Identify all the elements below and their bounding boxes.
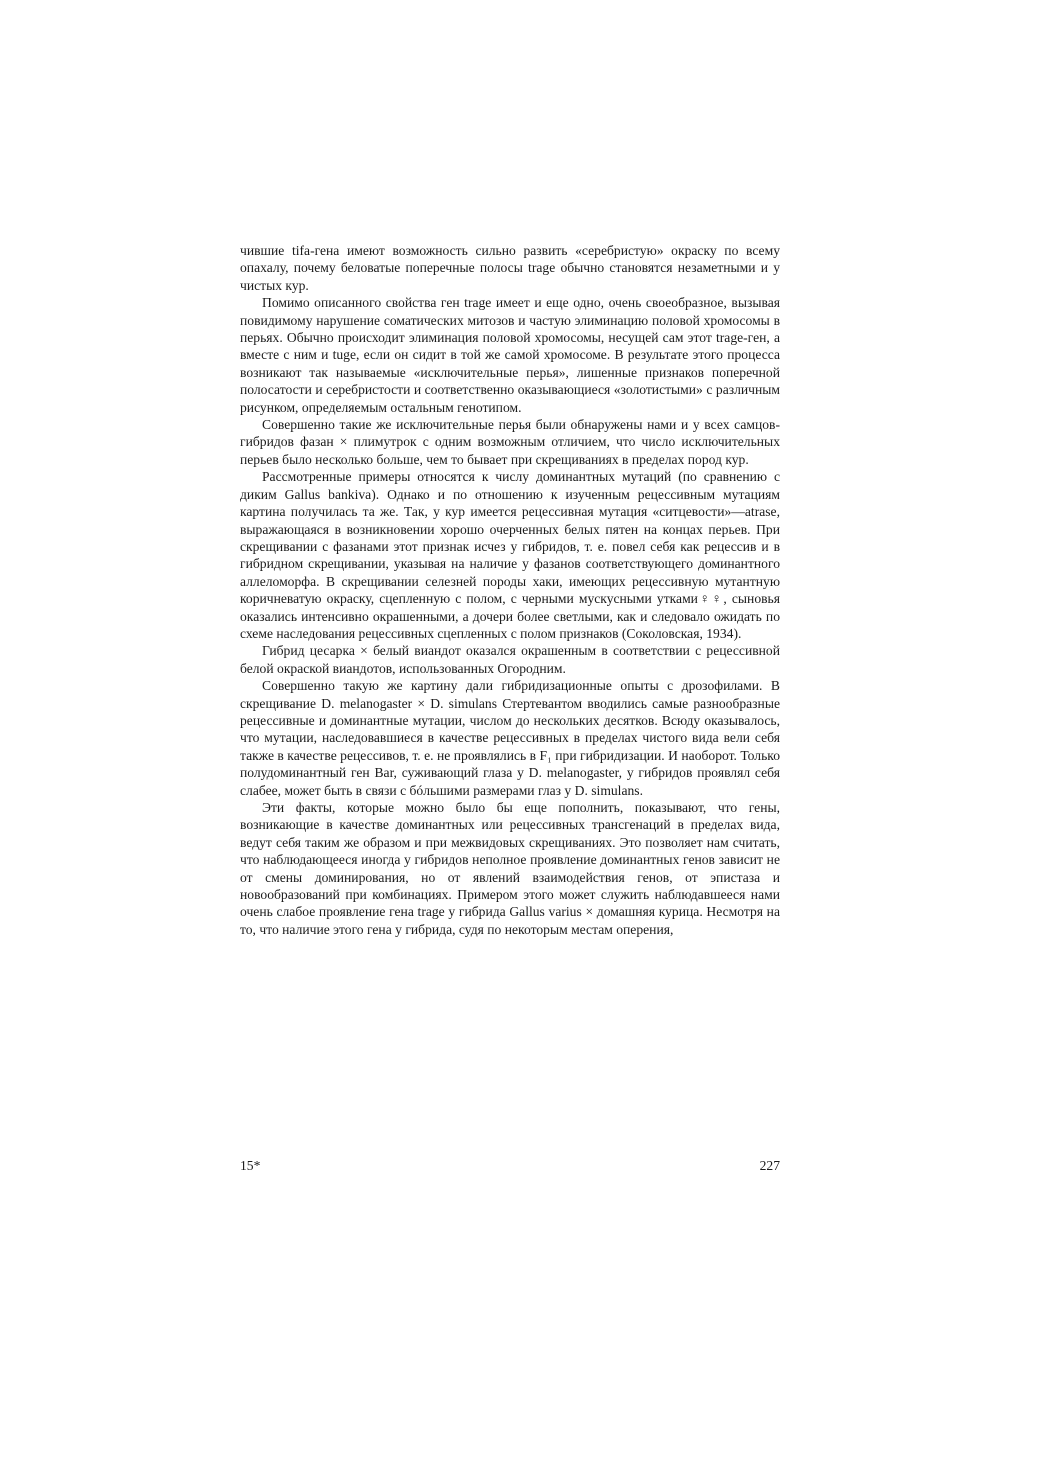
paragraph-6: Совершенно такую же картину дали гибридизационные опыты с дрозофилами. В скрещивание D. melanogaster × D. simulans Стертевантом вводились самые разнообразные рецессивные и доминантные мутации, числом до нескольких десятков. Всюду оказывалось, что мутации, наследовавшиеся в качестве рецессивных в пределах чистого вида вели себя также в качестве рецессивов, т. е. не проявлялись в F₁ при гибридизации. И наоборот. Только полудоминантный ген Bar, суживающий глаза у D. melanogaster, у гибридов проявлял себя слабее, может быть в связи с бóльшими размерами глаз у D. simulans. (240, 678, 780, 798)
paragraph-1: чившие tifa-гена имеют возможность сильно развить «серебристую» окраску по всему опахалу, почему беловатые поперечные полосы trage обычно становятся незаметными и у чистых кур. (240, 243, 780, 293)
paragraph-7: Эти факты, которые можно было бы еще пополнить, показывают, что гены, возникающие в качестве доминантных или рецессивных трансгенаций в пределах вида, ведут себя таким же образом и при межвидовых скрещиваниях. Это позволяет нам считать, что наблюдающееся иногда у гибридов неполное проявление доминантных генов зависит не от смены доминирования, но от явлений взаимодействия генов, от эпистаза и новообразований при комбинациях. Примером этого может служить наблюдавшееся нами очень слабое проявление гена trage у гибрида Gallus varius × домашняя курица. Несмотря на то, что наличие этого гена у гибрида, судя по некоторым местам оперения, (240, 800, 780, 937)
printer-signature: 15* (240, 1158, 261, 1173)
paragraph-5: Гибрид цесарка × белый виандот оказался окрашенным в соответствии с рецессивной белой окраской виандотов, использованных Огородним. (240, 643, 780, 676)
page-number: 227 (759, 1158, 780, 1173)
paragraph-4: Рассмотренные примеры относятся к числу доминантных мутаций (по сравнению с диким Gallus bankiva). Однако и по отношению к изученным рецессивным мутациям картина получилась та же. Так, у кур имеется рецессивная мутация «ситцевости»—atrase, выражающаяся в возникновении хорошо очерченных белых пятен на концах перьев. При скрещивании с фазанами этот признак исчез у гибридов, т. е. повел себя как рецессив и в гибридном скрещивании, указывая на наличие у фазанов соответствующего доминантного аллеломорфа. В скрещивании селезней породы хаки, имеющих рецессивную мутантную коричневатую окраску, сцепленную с полом, с черными мускусными утками♀♀, сыновья оказались интенсивно окрашенными, а дочери более светлыми, как и следовало ожидать по схеме наследования рецессивных сцепленных с полом признаков (Соколовская, 1934). (240, 469, 780, 641)
paragraph-3: Совершенно такие же исключительные перья были обнаружены нами и у всех самцов-гибридов фазан × плимутрок с одним возможным отличием, что число исключительных перьев было несколько больше, чем то бывает при скрещиваниях в пределах пород кур. (240, 417, 780, 467)
paragraph-2: Помимо описанного свойства ген trage имеет и еще одно, очень своеобразное, вызывая повидимому нарушение соматических митозов и частую элиминацию половой хромосомы в перьях. Обычно происходит элиминация половой хромосомы, несущей сам этот trage-ген, а вместе с ним и tuge, если он сидит в той же самой хромосоме. В результате этого процесса возникают так называемые «исключительные перья», лишенные признаков поперечной полосатости и серебристости и соответственно оказывающиеся «золотистыми» с различным рисунком, определяемым остальным генотипом. (240, 295, 780, 415)
body-text (240, 242, 780, 938)
